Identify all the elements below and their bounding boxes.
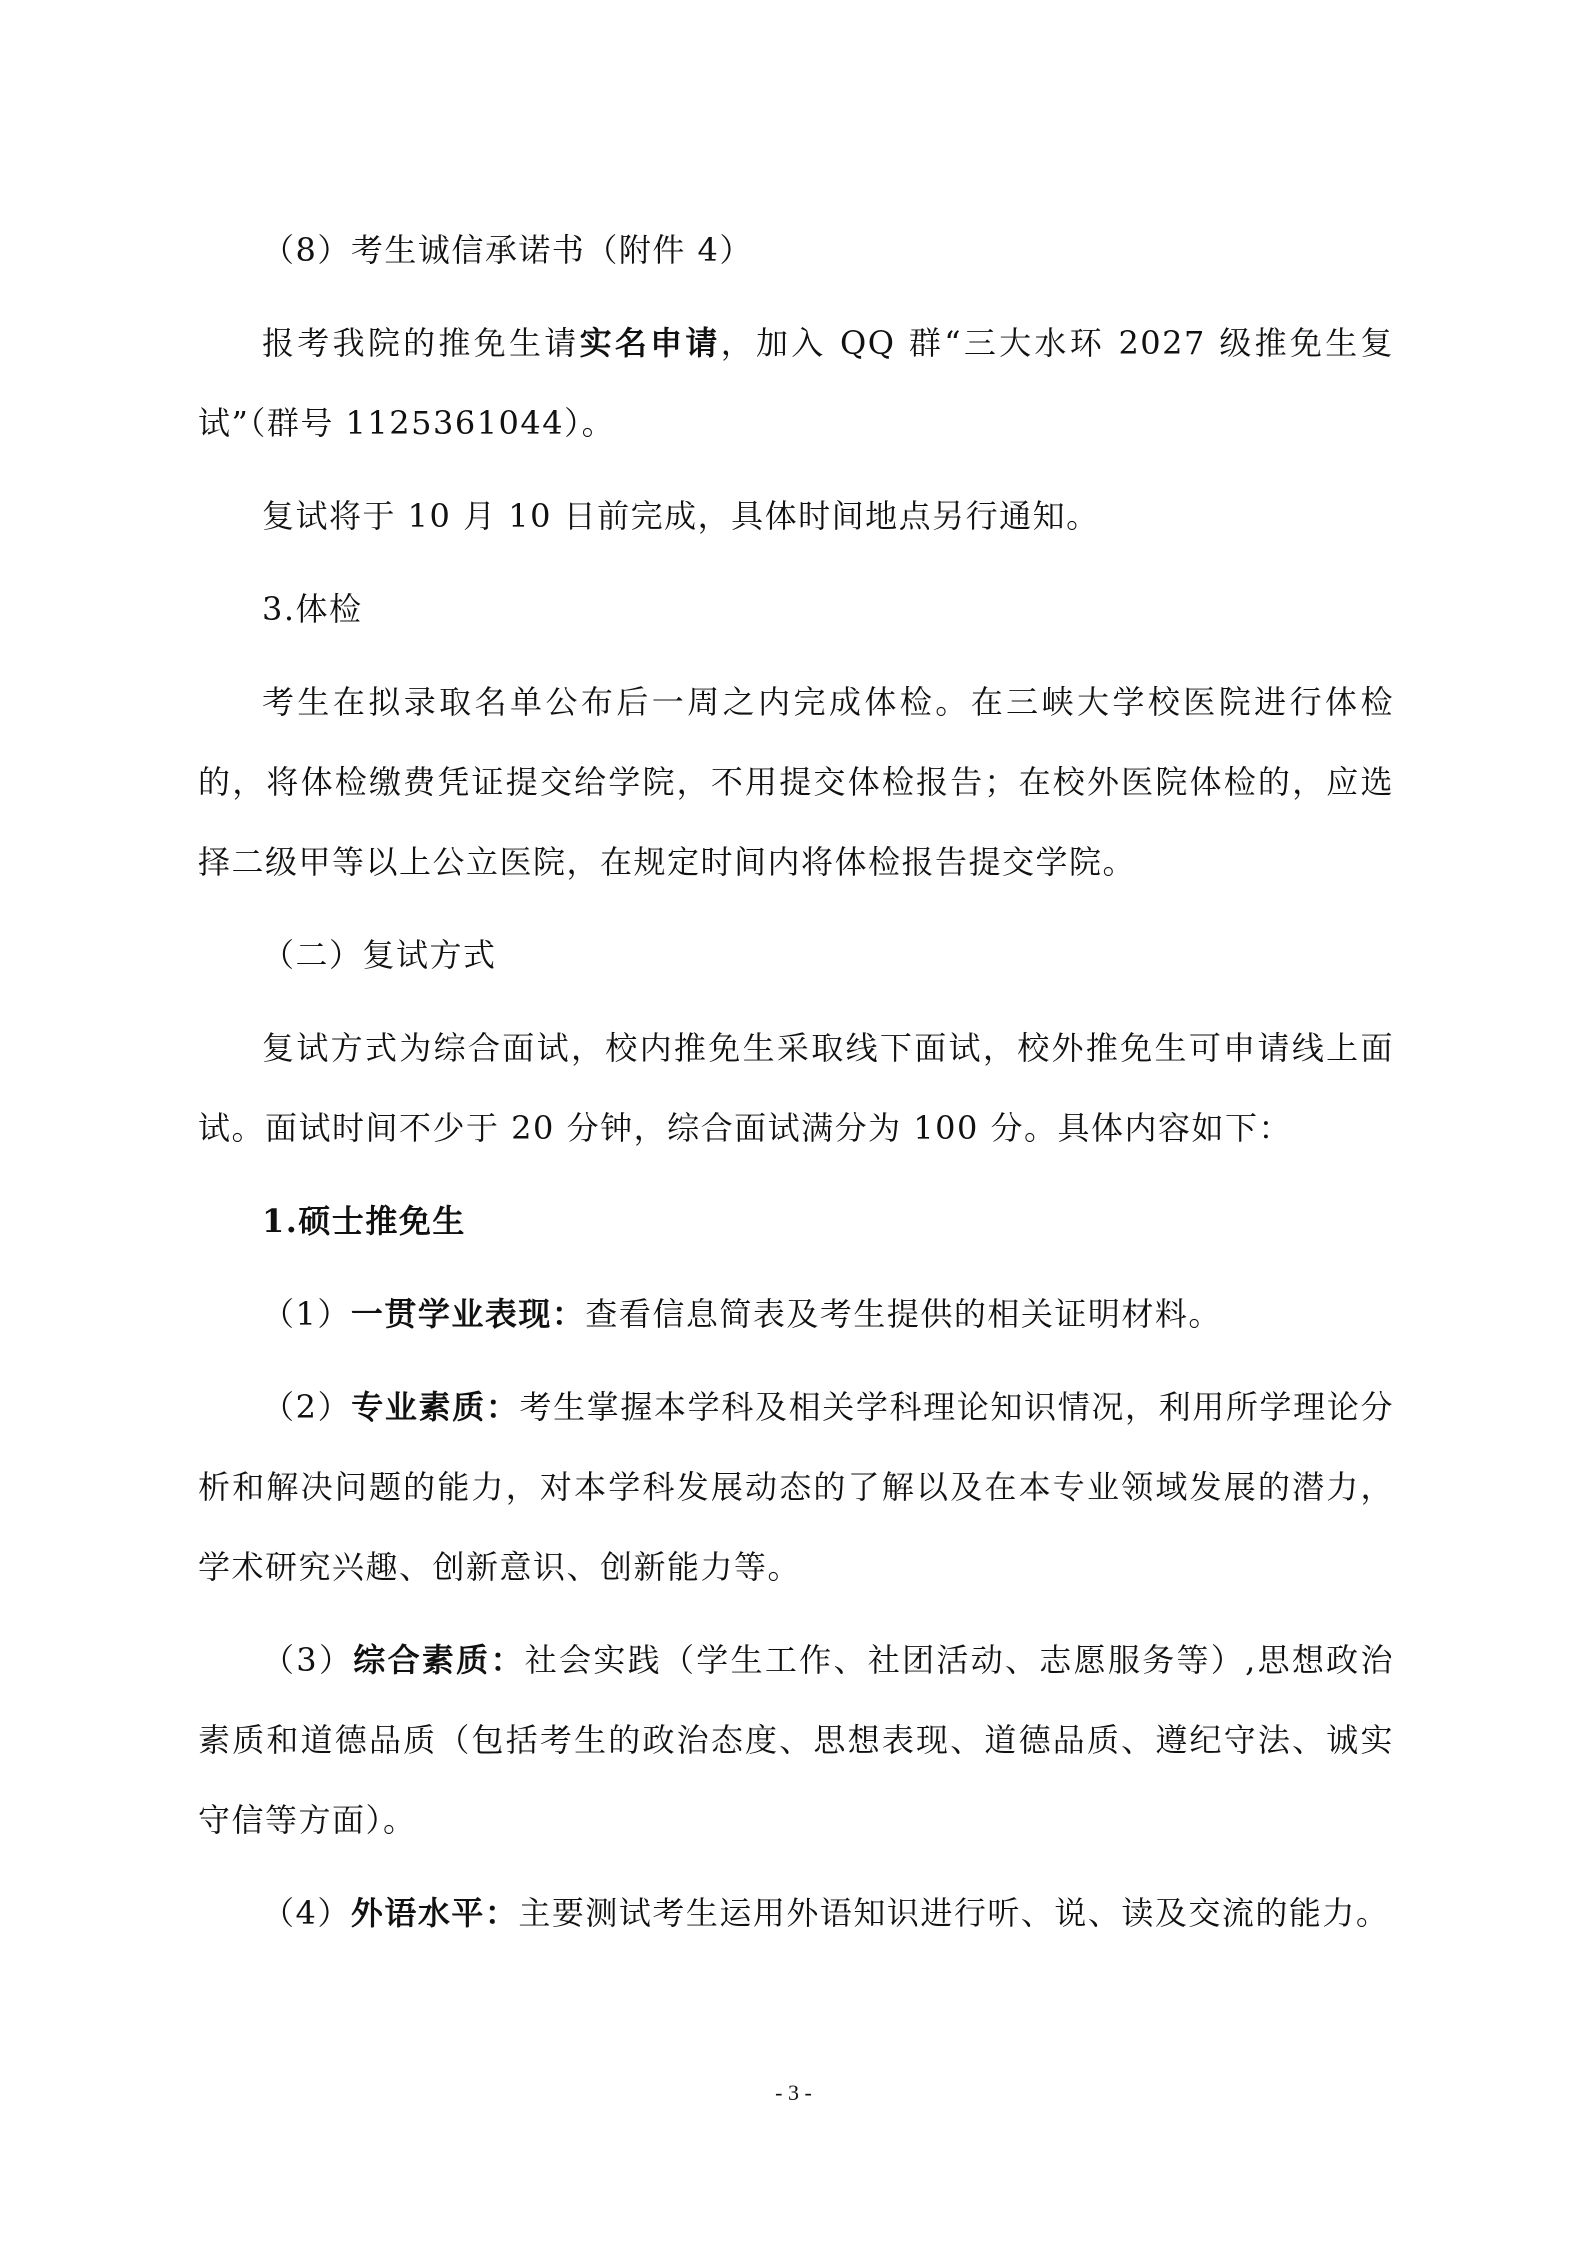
item-label: 外语水平： — [350, 1894, 519, 1932]
paragraph-item-3 — [198, 1620, 1394, 1860]
document-body — [198, 210, 1394, 1966]
item-text: 考生掌握本学科及相关学科理论知识情况，利用所学理论分析和解决问题的能力，对本学科发展动态的了解以及在本专业领域发展的潜力，学术研究兴趣、创新意识、创新能力等。 — [198, 1388, 1394, 1586]
paragraph-text: 复试将于 10 月 10 日前完成，具体时间地点另行通知。 — [262, 497, 1100, 535]
paragraph-attachment-4 — [198, 210, 1394, 290]
item-label: 专业素质： — [351, 1388, 520, 1426]
page-number: - 3 - — [775, 2080, 812, 2105]
paragraph-text: 考生在拟录取名单公布后一周之内完成体检。在三峡大学校医院进行体检的，将体检缴费凭证提交给学院，不用提交体检报告；在校外医院体检的，应选择二级甲等以上公立医院，在规定时间内将体检报告提交学院。 — [198, 683, 1394, 881]
paragraph-text: （8）考生诚信承诺书（附件 4） — [262, 231, 753, 269]
paragraph-physical-exam — [198, 662, 1394, 902]
item-number: （2） — [262, 1388, 352, 1426]
section-heading-physical-exam — [198, 569, 1394, 649]
item-number: （4） — [262, 1894, 351, 1932]
paragraph-retest-method — [198, 1008, 1394, 1168]
paragraph-item-4 — [198, 1873, 1394, 1953]
paragraph-text: 报考我院的推免生请 — [262, 324, 580, 362]
item-text: 主要测试考生运用外语知识进行听、说、读及交流的能力。 — [518, 1894, 1390, 1932]
paragraph-retest-deadline — [198, 476, 1394, 556]
paragraph-item-1 — [198, 1274, 1394, 1354]
paragraph-qq-group — [198, 303, 1394, 463]
item-label: 综合素质： — [353, 1641, 525, 1679]
paragraph-text: 复试方式为综合面试，校内推免生采取线下面试，校外推免生可申请线上面试。面试时间不少于 20 分钟，综合面试满分为 100 分。具体内容如下： — [198, 1029, 1394, 1147]
item-text: 查看信息简表及考生提供的相关证明材料。 — [585, 1295, 1222, 1333]
heading-text: 1.硕士推免生 — [262, 1202, 466, 1240]
section-heading-master — [198, 1181, 1394, 1261]
item-text: 社会实践（学生工作、社团活动、志愿服务等）,思想政治素质和道德品质（包括考生的政治态度、思想表现、道德品质、遵纪守法、诚实守信等方面）。 — [198, 1641, 1394, 1839]
section-heading-retest-method — [198, 915, 1394, 995]
item-label: 一贯学业表现： — [350, 1295, 586, 1333]
paragraph-text-tail: ，加入 QQ 群“三大水环 2027 级推免生复试”（群号 1125361044）。 — [198, 324, 1394, 442]
paragraph-item-2 — [198, 1367, 1394, 1607]
heading-text: （二）复试方式 — [262, 936, 497, 974]
item-number: （1） — [262, 1295, 351, 1333]
paragraph-bold-text: 实名申请 — [579, 324, 721, 362]
heading-text: 3.体检 — [262, 590, 363, 628]
item-number: （3） — [262, 1641, 354, 1679]
